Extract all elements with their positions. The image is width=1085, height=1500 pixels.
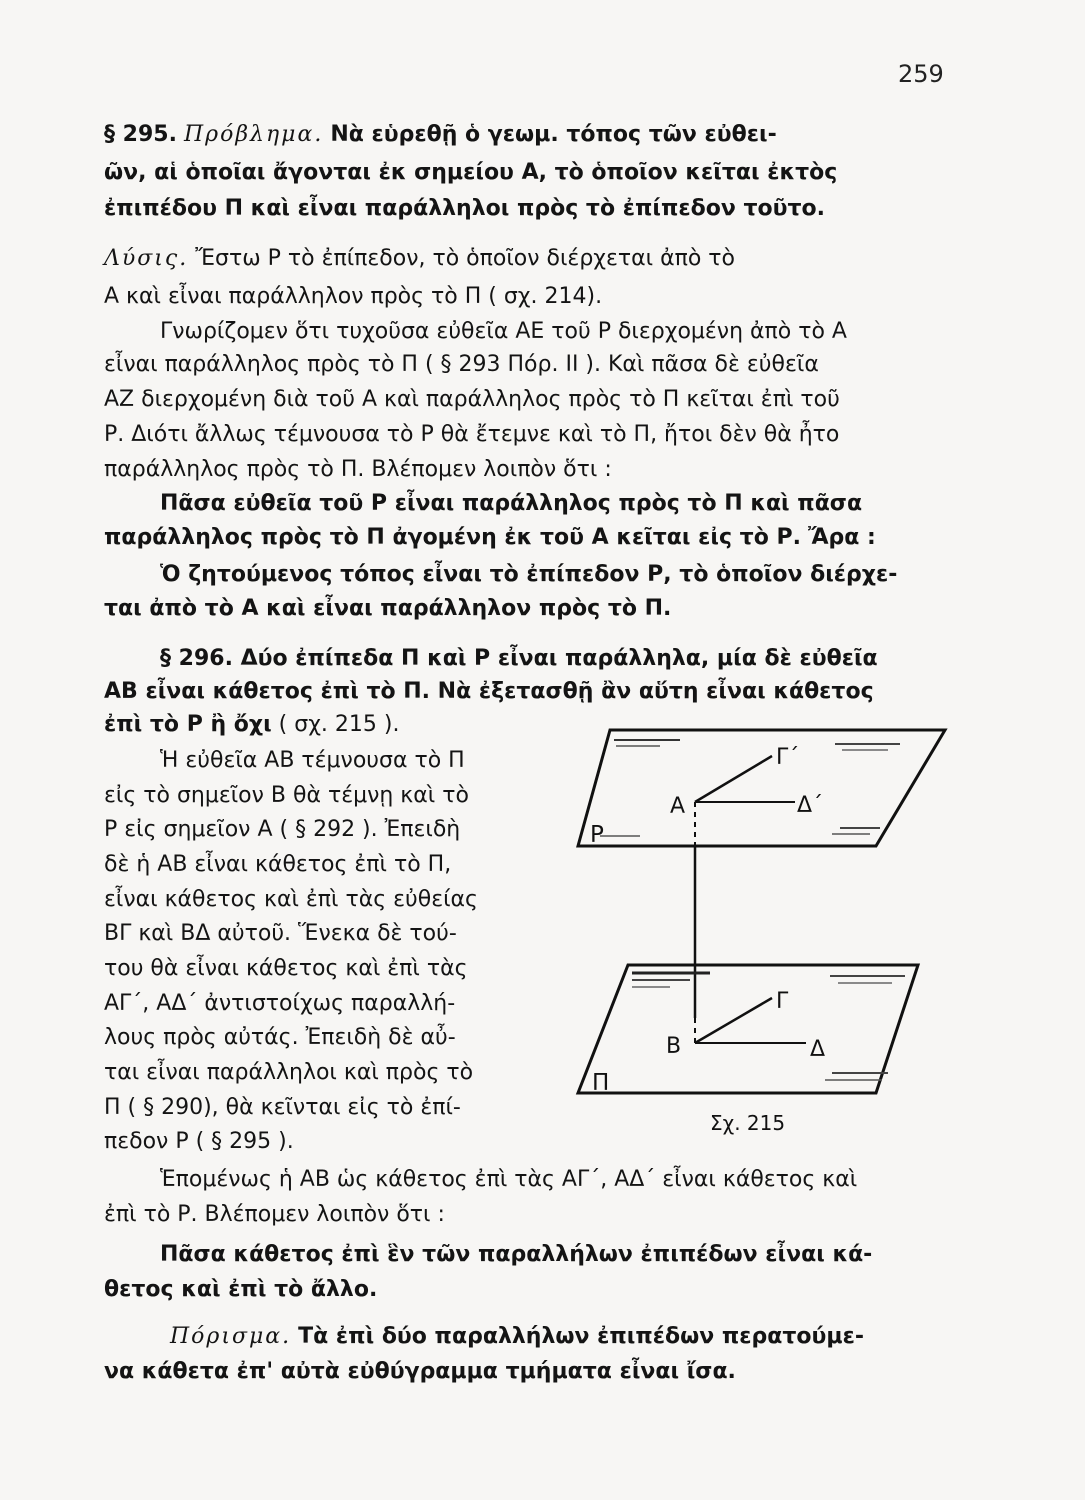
theorem-text: παράλληλος πρὸς τὸ Π ἀγομένη ἐκ τοῦ Α κεῖται εἰς τὸ Ρ. [104,525,801,550]
proof-line7: του θὰ εἶναι κάθετος καὶ ἐπὶ τὰς [104,956,468,981]
problem-text: Νὰ εὑρεθῇ ὁ γεωμ. τόπος τῶν εὐθει- [330,122,777,147]
label-b: Β [666,1034,682,1059]
problem-296-line2: ΑΒ εἶναι κάθετος ἐπὶ τὸ Π. Νὰ ἐξετασθῇ ἂν αὕτη εἶναι κάθετος [104,679,874,704]
theorem-296-line1: Πᾶσα κάθετος ἐπὶ ἓν τῶν παραλλήλων ἐπιπέδων εἶναι κά- [160,1242,873,1267]
therefore-word: Ἄρα : [807,525,876,550]
consequence-line1: Ἑπομένως ἡ ΑΒ ὡς κάθετος ἐπὶ τὰς ΑΓ΄, ΑΔ΄ εἶναι κάθετος καὶ [160,1167,858,1192]
label-g: Γ [776,989,789,1014]
consequence-line2: ἐπὶ τὸ Ρ. Βλέπομεν λοιπὸν ὅτι : [104,1202,445,1227]
proof-line1: Ἡ εὐθεῖα ΑΒ τέμνουσα τὸ Π [160,748,465,773]
proof-line3: Ρ εἰς σημεῖον Α ( § 292 ). Ἐπειδὴ [104,817,461,842]
label-d: Δ [810,1037,826,1062]
page-number: 259 [898,60,944,88]
proof-line4: δὲ ἡ ΑΒ εἶναι κάθετος ἐπὶ τὸ Π, [104,852,452,877]
solution-line4: εἶναι παράλληλος πρὸς τὸ Π ( § 293 Πόρ. ΙΙ ). Καὶ πᾶσα δὲ εὐθεῖα [104,352,819,377]
theorem-line4: ται ἀπὸ τὸ Α καὶ εἶναι παράλληλον πρὸς τὸ Π. [104,596,672,621]
proof-line2: εἰς τὸ σημεῖον Β θὰ τέμνῃ καὶ τὸ [104,783,469,808]
plane-pi [578,965,918,1093]
problem-295-line2: ῶν, αἱ ὁποῖαι ἄγονται ἐκ σημείου Α, τὸ ὁποῖον κεῖται ἐκτὸς [104,160,838,185]
figure-215-drawing [570,718,950,1138]
solution-line5: ΑΖ διερχομένη διὰ τοῦ Α καὶ παράλληλος πρὸς τὸ Π κεῖται ἐπὶ τοῦ [104,387,840,412]
solution-line6: Ρ. Διότι ἄλλως τέμνουσα τὸ Ρ θὰ ἔτεμνε καὶ τὸ Π, ἤτοι δὲν θὰ ἦτο [104,422,840,447]
solution-text: Ἔστω Ρ τὸ ἐπίπεδον, τὸ ὁποῖον διέρχεται ἀπὸ τὸ [195,246,735,271]
label-a: Α [670,794,686,819]
proof-line9: λους πρὸς αὐτάς. Ἐπειδὴ δὲ αὖ- [104,1025,456,1050]
solution-line3: Γνωρίζομεν ὅτι τυχοῦσα εὐθεῖα ΑΕ τοῦ Ρ διερχομένη ἀπὸ τὸ Α [160,319,847,344]
segment-b-g [695,998,772,1043]
proof-line11: Π ( § 290), θὰ κεῖνται εἰς τὸ ἐπί- [104,1095,461,1120]
problem-label: Πρόβλημα. [183,122,324,147]
solution-line7: παράλληλος πρὸς τὸ Π. Βλέπομεν λοιπὸν ὅτι : [104,457,612,482]
theorem-296-line2: θετος καὶ ἐπὶ τὸ ἄλλο. [104,1277,378,1302]
porism-label: Πόρισμα. [170,1324,292,1349]
solution-label: Λύσις. [104,246,189,271]
porism-line2: να κάθετα ἐπ' αὐτὰ εὐθύγραμμα τμήματα εἶναι ἴσα. [104,1359,736,1384]
proof-line12: πεδον Ρ ( § 295 ). [104,1129,294,1154]
proof-line10: ται εἶναι παράλληλοι καὶ πρὸς τὸ [104,1060,474,1085]
problem-296-text: ἐπὶ τὸ Ρ ἢ ὄχι [104,712,272,737]
problem-295-line3: ἐπιπέδου Π καὶ εἶναι παράλληλοι πρὸς τὸ ἐπίπεδον τοῦτο. [104,196,826,221]
problem-295-line1 [104,120,946,150]
porism-text: Τὰ ἐπὶ δύο παραλλήλων ἐπιπέδων περατούμε- [298,1324,864,1349]
problem-296-line1: § 296. Δύο ἐπίπεδα Π καὶ Ρ εἶναι παράλληλα, μία δὲ εὐθεῖα [160,646,878,671]
solution-line1 [104,244,946,274]
theorem-line1: Πᾶσα εὐθεῖα τοῦ Ρ εἶναι παράλληλος πρὸς τὸ Π καὶ πᾶσα [160,491,863,516]
proof-line8: ΑΓ΄, ΑΔ΄ ἀντιστοίχως παραλλή- [104,991,456,1016]
theorem-line3: Ὁ ζητούμενος τόπος εἶναι τὸ ἐπίπεδον Ρ, τὸ ὁποῖον διέρχε- [160,562,898,587]
solution-line2: Α καὶ εἶναι παράλληλον πρὸς τὸ Π ( σχ. 214). [104,284,603,309]
label-p: Ρ [590,822,604,848]
label-g1: Γ΄ [776,745,800,770]
proof-line5: εἶναι κάθετος καὶ ἐπὶ τὰς εὐθείας [104,887,478,912]
section-number: § 295. [104,122,177,147]
figure-215 [570,718,950,1138]
label-pi: Π [592,1070,610,1096]
segment-a-g1 [695,756,772,802]
theorem-line2 [104,523,946,553]
label-d1: Δ΄ [797,793,824,818]
proof-line6: ΒΓ καὶ ΒΔ αὐτοῦ. Ἕνεκα δὲ τού- [104,921,457,946]
figure-reference: ( σχ. 215 ). [271,712,400,737]
plane-p [578,730,945,846]
figure-caption: Σχ. 215 [710,1111,786,1135]
porism-line1 [170,1322,1012,1352]
